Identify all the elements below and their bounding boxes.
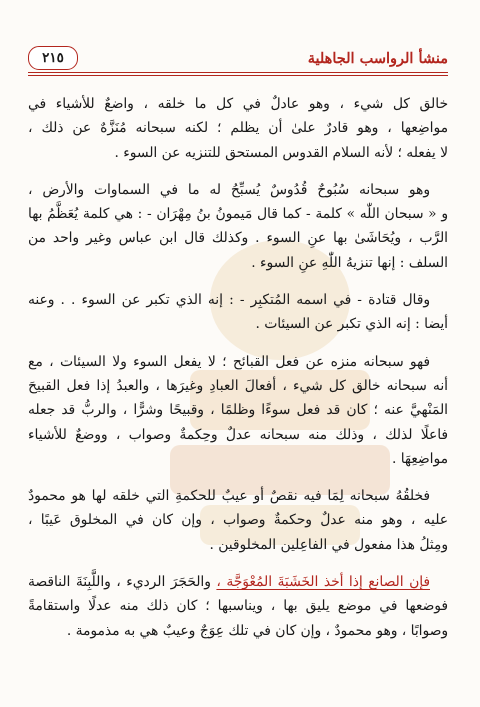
text-line: أنه سبحانه خالق كل شيء ، أفعالَ العبادِ وغيرَها ، والعبدُ إذا فعل القبيحَ	[28, 377, 448, 394]
text-line: الرَّب ، ويُحَاشَىٰ بها عنِ السوء . وكذلك قال ابن عباس وغير واحد من	[28, 230, 448, 247]
text-run: والحَجَرَ الرديء ، واللَّبِنَةَ الناقصة	[28, 574, 217, 591]
text-line: فخلقُهُ سبحانه لِمَا فيه نقصٌ أو عيبٌ للحكمةِ التي خلقه لها هو محمودٌ	[28, 488, 430, 505]
text-line: و « سبحان اللّٰه » كلمة - كما قال مَيمونُ بنُ مِهْرَان - : هي كلمة يُعَظَّمُ بها	[28, 206, 448, 223]
highlighted-lead: فإن الصانع إذا أخذ الخَشَبَةَ المُعْوَجَّة ،	[216, 574, 430, 591]
paragraph	[28, 570, 448, 643]
text-line: ومِثلُ هذا مفعول في الفاعِلين المخلوقين .	[209, 536, 448, 553]
page-body	[28, 92, 448, 643]
text-line: وهو سبحانه سُبُوحٌ قُدُوسٌ يُسبِّحُ له ما في السماوات والأرض ،	[28, 181, 430, 198]
text-line: خالق كل شيء ، وهو عادلٌ في كل ما خلقه ، واضعٌ للأشياء في	[28, 96, 448, 112]
page-number: ٢١٥	[28, 46, 78, 70]
running-title: منشأ الرواسب الجاهلية	[307, 49, 448, 67]
text-line: السلف : إنها تنزيهُ اللّٰهِ عنِ السوء .	[251, 254, 448, 271]
text-line: فاعلًا لذلك ، وذلك منه سبحانه عدلٌ وحِكمةٌ وصواب ، ووضعٌ للأشياء	[28, 426, 448, 443]
text-line: فوضعها في موضع يليق بها ، ويناسبها ؛ كان ذلك منه عدلًا واستقامةً	[28, 598, 448, 615]
text-line: فهو سبحانه منزه عن فعل القبائح ؛ لا يفعل السوء ولا السيئات ، مع	[28, 353, 430, 370]
page-header	[28, 44, 448, 72]
text-line: مواضِعها ، وهو قادرٌ علىٰ أن يظلم ؛ لكنه سبحانه مُنَزَّهٌ عن ذلك ،	[28, 120, 448, 137]
paragraph	[28, 178, 448, 275]
text-line: المَنْهيَّ عنه ؛ كان قد فعل سوءًا وظلمًا ، وقبيحًا وشرًّا ، والربُّ قد جعله	[28, 402, 448, 419]
text-line: مواضِعِهَا .	[391, 450, 448, 467]
paragraph	[28, 92, 448, 165]
text-line: وصوابًا ، وهو محمودٌ ، وإن كان في تلك عِوَجٌ وعيبٌ هي به مذمومة .	[66, 622, 448, 639]
text-line: وقال قتادة - في اسمه المُتكبِر - : إنه الذي تكبر عن السوء . . وعنه	[28, 292, 430, 309]
paragraph	[28, 288, 448, 337]
header-rule	[28, 72, 448, 73]
text-line: عليه ، وهو منه عدلٌ وحكمةٌ وصواب ، وإن كان في المخلوق عَيبًا ،	[28, 512, 448, 529]
text-line: أيضا : إنه الذي تكبر عن السيئات .	[255, 316, 448, 333]
text-line: لا يفعله ؛ لأنه السلام القدوس المستحق للتنزيه عن السوء .	[114, 144, 448, 161]
text-line	[28, 570, 448, 594]
header-rule-thin	[28, 75, 448, 76]
paragraph	[28, 484, 448, 557]
paragraph	[28, 350, 448, 471]
